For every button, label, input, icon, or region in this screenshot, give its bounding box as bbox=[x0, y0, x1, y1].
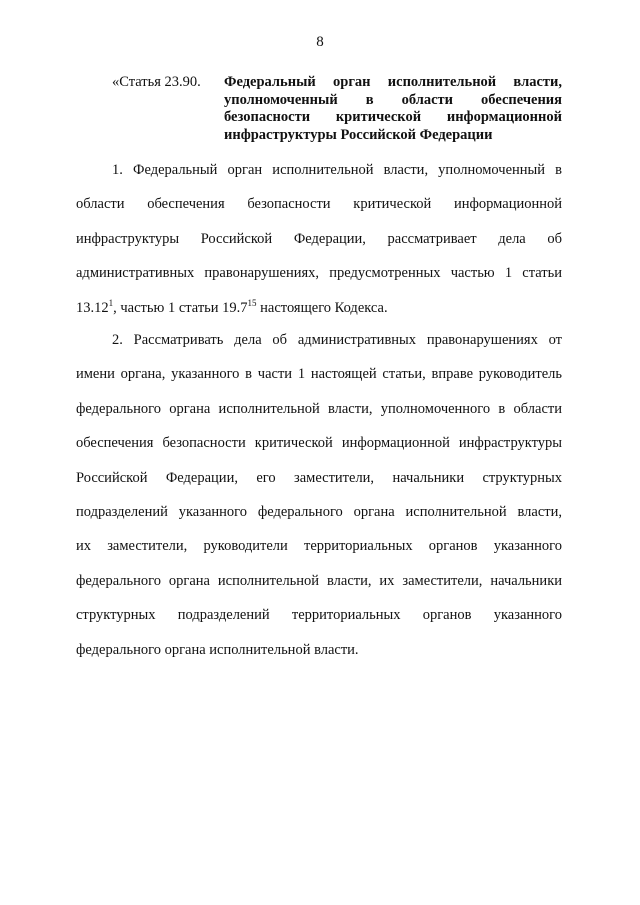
article-ref-text: 13.12 bbox=[76, 299, 109, 316]
paragraph-line: федерального органа исполнительной власти. bbox=[76, 641, 359, 658]
article-header bbox=[76, 74, 562, 144]
article-title-line: Федеральный орган исполнительной власти, bbox=[224, 74, 562, 90]
paragraph-line bbox=[76, 291, 562, 325]
paragraph-line: Российской Федерации, его заместители, начальники структурных bbox=[76, 469, 562, 486]
paragraph-line: структурных подразделений территориальных органов указанного bbox=[76, 607, 562, 624]
paragraph-line: обеспечения безопасности критической информационной инфраструктуры bbox=[76, 435, 562, 452]
paragraph-line: имени органа, указанного в части 1 настоящей статьи, вправе руководитель bbox=[76, 366, 562, 383]
paragraph-line: федерального органа исполнительной власти, уполномоченного в области bbox=[76, 400, 562, 417]
article-title-line: безопасности критической информационной bbox=[224, 109, 562, 125]
article-title-line: инфраструктуры Российской Федерации bbox=[224, 126, 493, 143]
paragraph-line: инфраструктуры Российской Федерации, рассматривает дела об bbox=[76, 230, 562, 247]
superscript-index: 1 bbox=[108, 297, 114, 308]
superscript-index: 15 bbox=[247, 297, 257, 308]
paragraph-1 bbox=[76, 153, 562, 325]
paragraph-line: 1. Федеральный орган исполнительной власти, уполномоченный в bbox=[112, 162, 562, 178]
paragraph-line: подразделений указанного федерального органа исполнительной власти, bbox=[76, 504, 562, 521]
article-number-label: «Статья 23.90. bbox=[112, 74, 201, 90]
page-number: 8 bbox=[316, 34, 324, 50]
paragraph-line: их заместители, руководители территориальных органов указанного bbox=[76, 538, 562, 555]
article-title bbox=[224, 74, 562, 144]
article-title-line: уполномоченный в области обеспечения bbox=[224, 91, 562, 108]
paragraph-line: административных правонарушениях, предусмотренных частью 1 статьи bbox=[76, 265, 562, 282]
article-ref-text: , частью 1 статьи 19.7 bbox=[113, 299, 248, 316]
article-ref-text: настоящего Кодекса. bbox=[256, 299, 388, 316]
paragraph-2 bbox=[76, 323, 562, 667]
paragraph-line: области обеспечения безопасности критической информационной bbox=[76, 196, 562, 213]
paragraph-line: 2. Рассматривать дела об административных правонарушениях от bbox=[112, 332, 562, 348]
paragraph-line: федерального органа исполнительной власти, их заместители, начальники bbox=[76, 572, 562, 589]
